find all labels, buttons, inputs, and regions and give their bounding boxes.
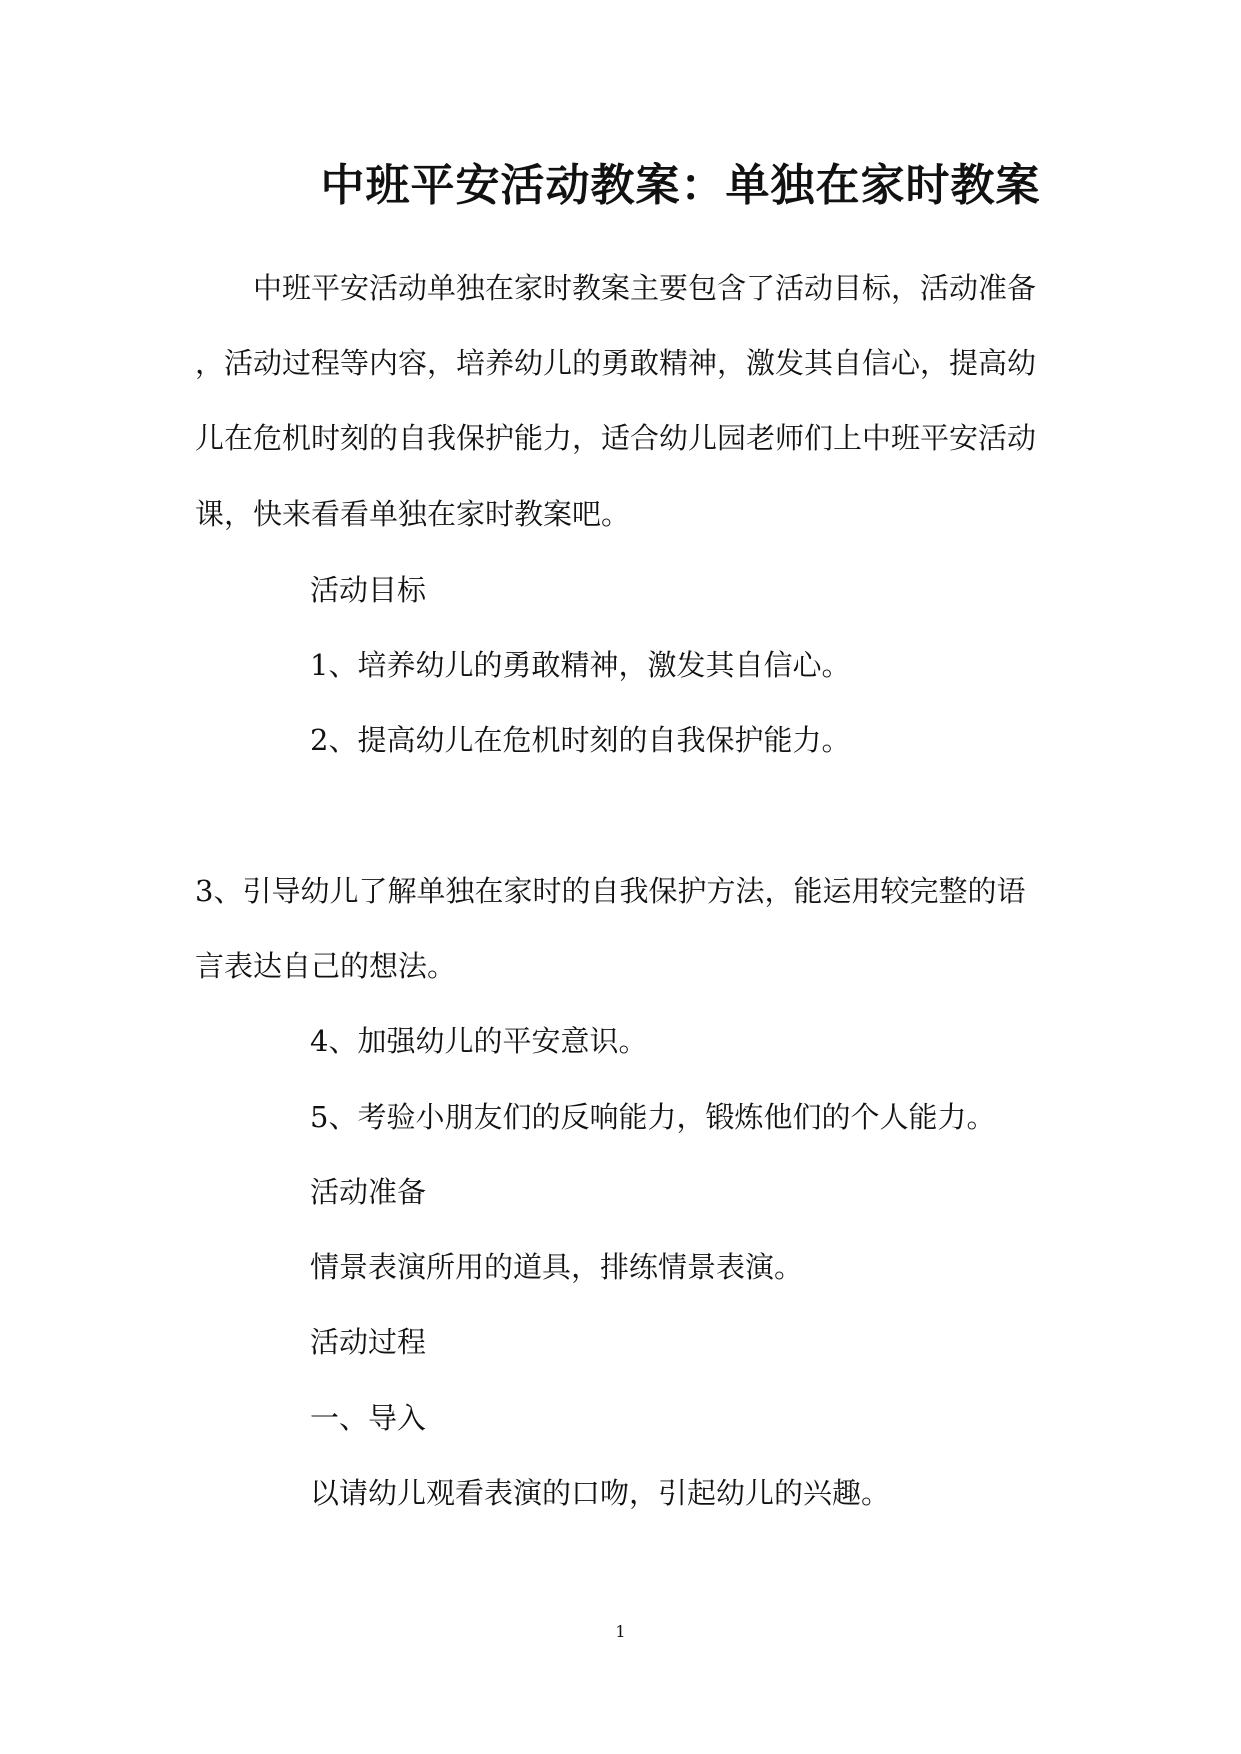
intro-line-3: 儿在危机时刻的自我保护能力，适合幼儿园老师们上中班平安活动 — [195, 421, 1037, 455]
goal-1: 1、培养幼儿的勇敢精神，激发其自信心。 — [310, 648, 851, 682]
goal-5: 5、考验小朋友们的反响能力，锻炼他们的个人能力。 — [310, 1100, 996, 1134]
prep-text: 情景表演所用的道具，排练情景表演。 — [310, 1250, 804, 1284]
goal-3-line-2: 言表达自己的想法。 — [195, 949, 457, 983]
intro-line-1: 中班平安活动单独在家时教案主要包含了活动目标，活动准备 — [253, 271, 1037, 305]
prep-heading: 活动准备 — [310, 1175, 427, 1209]
intro-line-2: ，活动过程等内容，培养幼儿的勇敢精神，激发其自信心，提高幼 — [195, 346, 1037, 380]
goal-4: 4、加强幼儿的平安意识。 — [310, 1024, 648, 1058]
goal-3-line-1: 3、引导幼儿了解单独在家时的自我保护方法，能运用较完整的语 — [195, 874, 1026, 908]
document-title: 中班平安活动教案：单独在家时教案 — [320, 160, 1041, 211]
intro-line-4: 课，快来看看单独在家时教案吧。 — [195, 497, 631, 531]
page-number: 1 — [615, 1622, 626, 1641]
goals-heading: 活动目标 — [310, 573, 427, 607]
goal-2: 2、提高幼儿在危机时刻的自我保护能力。 — [310, 723, 851, 757]
step-1-text: 以请幼儿观看表演的口吻，引起幼儿的兴趣。 — [310, 1476, 891, 1510]
process-heading: 活动过程 — [310, 1325, 427, 1359]
step-1-heading: 一、导入 — [310, 1401, 427, 1435]
